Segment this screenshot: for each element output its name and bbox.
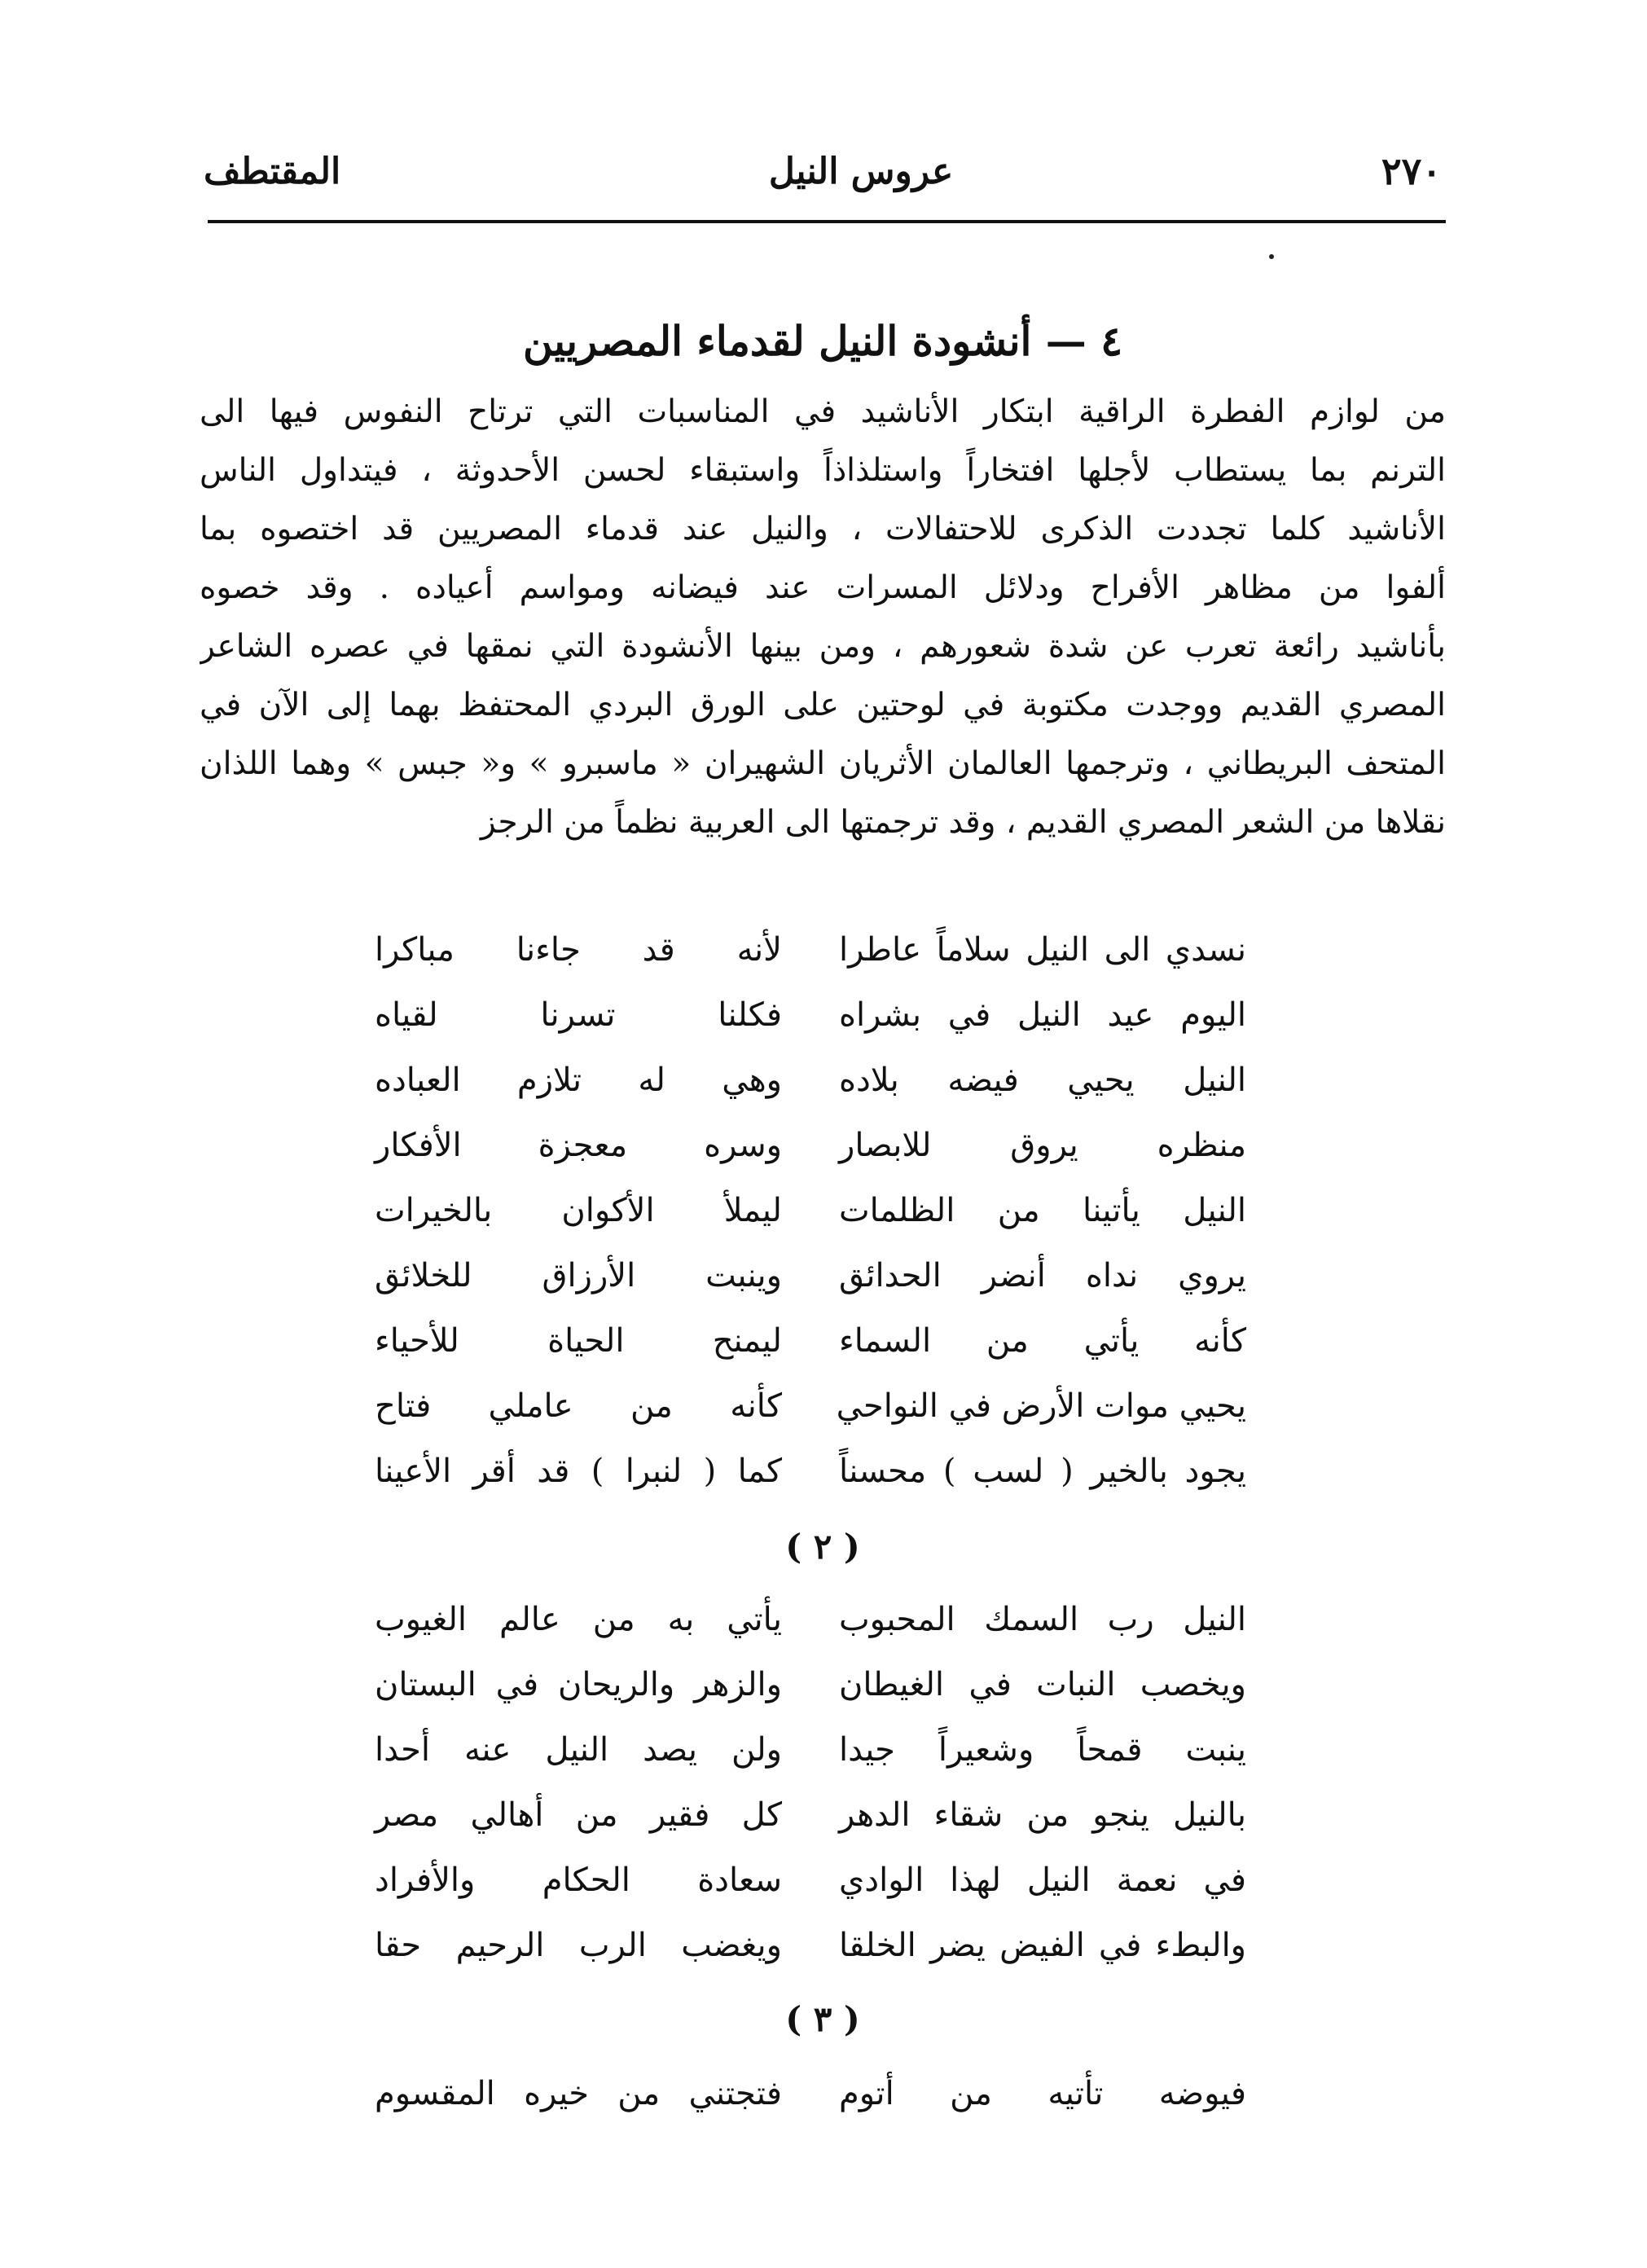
second-hemistich: ولن يصد النيل عنه أحدا [375,1731,782,1769]
intro-paragraph [200,383,1446,852]
section-title: ٤ — أنشودة النيل لقدماء المصريين [522,316,1123,365]
paragraph-line: المصري القديم ووجدت مكتوبة في لوحتين على الورق البردي المحتفظ بهما إلى الآن في [200,687,1446,723]
poem-verse [375,1113,1246,1178]
first-hemistich: نسدي الى النيل سلاماً عاطرا [839,931,1246,969]
poem-verse [375,1243,1246,1308]
running-header [204,143,1442,200]
first-hemistich: ينبت قمحاً وشعيراً جيدا [839,1731,1246,1769]
second-hemistich: ليملأ الأكوان بالخيرات [375,1192,782,1229]
stanza-number: ( ٣ ) [785,1999,860,2039]
paragraph-line: بأناشيد رائعة تعرب عن شدة شعورهم ، ومن بينها الأنشودة التي نمقها في عصره الشاعر [200,628,1446,665]
poem-verse [375,1178,1246,1243]
first-hemistich: النيل يأتينا من الظلمات [839,1192,1246,1229]
second-hemistich: سعادة الحكام والأفراد [375,1861,782,1899]
first-hemistich: النيل يحيي فيضه بلاده [839,1061,1246,1099]
ink-speck [1269,254,1274,259]
stanza-number: ( ٢ ) [785,1527,860,1567]
first-hemistich: يروي نداه أنضر الحدائق [839,1257,1246,1294]
poem-verse [375,1848,1246,1913]
second-hemistich: وينبت الأرزاق للخلائق [375,1257,782,1294]
second-hemistich: لأنه قد جاءنا مباكرا [375,931,782,969]
first-hemistich: كأنه يأتي من السماء [839,1322,1246,1360]
poem-verse [375,1717,1246,1782]
first-hemistich: فيوضه تأتيه من أتوم [839,2075,1246,2112]
first-hemistich: بالنيل ينجو من شقاء الدهر [839,1796,1246,1834]
second-hemistich: فتجتني من خيره المقسوم [375,2075,782,2112]
first-hemistich: ويخصب النبات في الغيطان [839,1666,1246,1703]
second-hemistich: وسره معجزة الأفكار [375,1127,782,1164]
first-hemistich: منظره يروق للابصار [839,1127,1246,1164]
first-hemistich: في نعمة النيل لهذا الوادي [839,1861,1246,1899]
paragraph-line: المتحف البريطاني ، وترجمها العالمان الأثريان الشهيران « ماسبرو » و« جبس » وهما اللذان [200,745,1446,782]
poem-verse [375,1439,1246,1504]
article-title: عروس النيل [768,150,954,192]
poem-verse [375,1652,1246,1717]
second-hemistich: كل فقير من أهالي مصر [375,1796,782,1834]
poem-verse [375,917,1246,982]
paragraph-line: ألفوا من مظاهر الأفراح ودلائل المسرات عند فيضانه ومواسم أعياده . وقد خصوه [200,569,1446,606]
poem-verse [375,1048,1246,1113]
second-hemistich: فكلنا تسرنا لقياه [375,996,782,1034]
paragraph-line: الأناشيد كلما تجددت الذكرى للاحتفالات ، والنيل عند قدماء المصريين قد اختصوه بما [200,511,1446,547]
poem-stanza-2 [375,1587,1246,1978]
poem-verse [375,1913,1246,1978]
second-hemistich: كأنه من عاملي فتاح [375,1387,782,1425]
second-hemistich: كما ( لنبرا ) قد أقر الأعينا [375,1453,782,1490]
poem-verse [375,1587,1246,1652]
paragraph-line: من لوازم الفطرة الراقية ابتكار الأناشيد في المناسبات التي ترتاح النفوس فيها الى [200,393,1446,430]
paragraph-line: نقلاها من الشعر المصري القديم ، وقد ترجمتها الى العربية نظماً من الرجز [480,804,1446,841]
second-hemistich: وهي له تلازم العباده [375,1061,782,1099]
poem-stanza-3 [375,2061,1246,2126]
poem-stanza-1 [375,917,1246,1504]
first-hemistich: يحيي موات الأرض في النواحي [836,1387,1246,1425]
header-rule [208,220,1446,223]
poem-verse [375,1782,1246,1848]
paragraph-line: الترنم بما يستطاب لأجلها افتخاراً واستلذاذاً واستبقاء لحسن الأحدوثة ، فيتداول الناس [200,452,1446,489]
first-hemistich: اليوم عيد النيل في بشراه [839,996,1246,1034]
poem-verse [375,2061,1246,2126]
poem-verse [375,982,1246,1048]
journal-name: المقتطف [204,150,341,192]
first-hemistich: والبطء في الفيض يضر الخلقا [839,1927,1246,1964]
poem-verse [375,1308,1246,1374]
poem-verse [375,1374,1246,1439]
second-hemistich: والزهر والريحان في البستان [375,1666,782,1703]
page-number: ٢٧٠ [1381,149,1442,193]
second-hemistich: يأتي به من عالم الغيوب [375,1601,782,1638]
second-hemistich: ويغضب الرب الرحيم حقا [375,1927,782,1964]
second-hemistich: ليمنح الحياة للأحياء [375,1322,782,1360]
first-hemistich: النيل رب السمك المحبوب [839,1601,1246,1638]
first-hemistich: يجود بالخير ( لسب ) محسناً [839,1453,1246,1490]
